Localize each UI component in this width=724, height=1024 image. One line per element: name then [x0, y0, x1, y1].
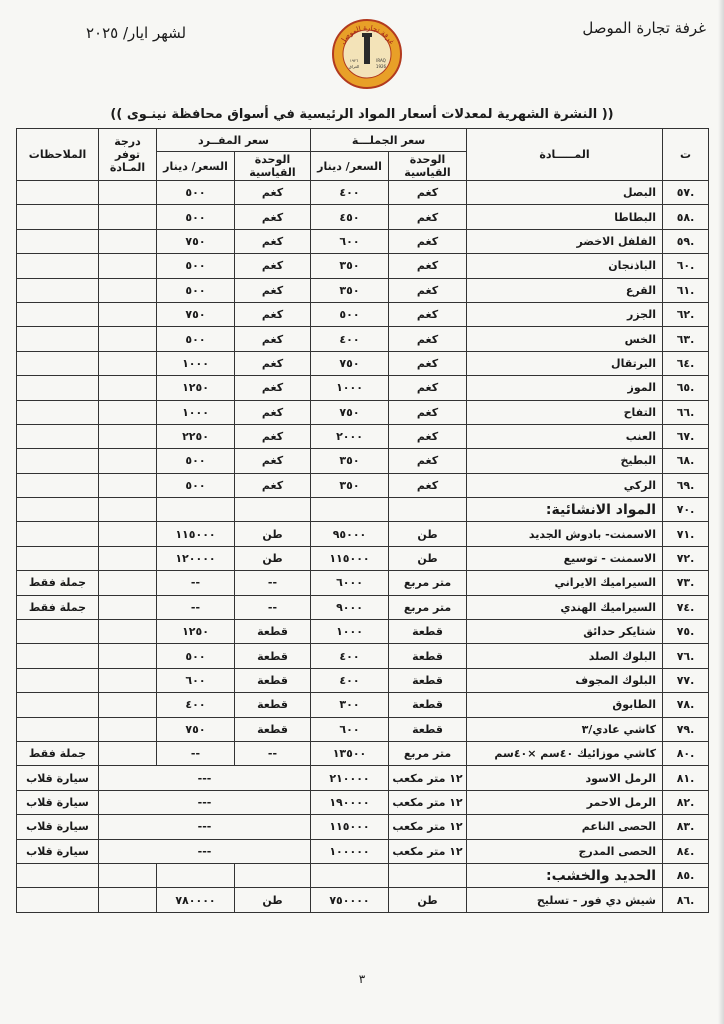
wholesale-unit: قطعة: [389, 644, 467, 668]
notes: جملة فقط: [17, 571, 99, 595]
price-table: [16, 128, 709, 913]
wholesale-price: ٦٠٠: [311, 229, 389, 253]
wholesale-unit: طن: [389, 546, 467, 570]
wholesale-price: ٣٥٠: [311, 278, 389, 302]
wholesale-unit: ١٢ متر مكعب: [389, 839, 467, 863]
empty-cell: [99, 863, 157, 887]
row-number: .٧٦: [663, 644, 709, 668]
wholesale-unit: كغم: [389, 351, 467, 375]
wholesale-unit: كغم: [389, 449, 467, 473]
empty-cell: [389, 863, 467, 887]
retail-price: ٧٥٠: [157, 229, 235, 253]
availability: [99, 424, 157, 448]
empty-cell: [311, 498, 389, 522]
item-name: الفلفل الاخضر: [467, 229, 663, 253]
wholesale-unit: كغم: [389, 254, 467, 278]
wholesale-price: ٤٠٠: [311, 181, 389, 205]
wholesale-unit: ١٢ متر مكعب: [389, 790, 467, 814]
retail-unit: طن: [235, 546, 311, 570]
table-row: [17, 254, 709, 278]
retail-unit: كغم: [235, 278, 311, 302]
table-row: [17, 815, 709, 839]
retail-price: ١٢٥٠: [157, 376, 235, 400]
availability: [99, 668, 157, 692]
wholesale-unit: كغم: [389, 400, 467, 424]
row-number: .٧١: [663, 522, 709, 546]
row-number: .٦٠: [663, 254, 709, 278]
retail-unit: طن: [235, 522, 311, 546]
table-row: [17, 473, 709, 497]
retail-price: --: [157, 741, 235, 765]
wholesale-unit: كغم: [389, 181, 467, 205]
item-name: الباذنجان: [467, 254, 663, 278]
availability: [99, 644, 157, 668]
wholesale-price: ١٩٠٠٠٠: [311, 790, 389, 814]
wholesale-unit: قطعة: [389, 717, 467, 741]
notes: [17, 254, 99, 278]
wholesale-unit: متر مربع: [389, 571, 467, 595]
availability: [99, 254, 157, 278]
report-title: (( النشرة الشهرية لمعدلات أسعار المواد الرئيسية في أسواق محافظة نينـوى )): [110, 107, 614, 122]
section-title: الحديد والخشب:: [467, 863, 663, 887]
retail-price: ١١٥٠٠٠: [157, 522, 235, 546]
wholesale-price: ٩٠٠٠: [311, 595, 389, 619]
item-name: الرمل الاحمر: [467, 790, 663, 814]
row-number: .٦٥: [663, 376, 709, 400]
retail-unit: كغم: [235, 254, 311, 278]
retail-unit: --: [235, 595, 311, 619]
retail-merged: ---: [99, 766, 311, 790]
retail-unit: قطعة: [235, 644, 311, 668]
item-name: شتايكر حدائق: [467, 620, 663, 644]
notes: [17, 449, 99, 473]
wholesale-price: ٢١٠٠٠٠: [311, 766, 389, 790]
item-name: السيراميك الهندي: [467, 595, 663, 619]
retail-unit: كغم: [235, 376, 311, 400]
availability: [99, 278, 157, 302]
availability: [99, 522, 157, 546]
retail-price: --: [157, 571, 235, 595]
notes: [17, 376, 99, 400]
retail-price: ٥٠٠: [157, 449, 235, 473]
logo-year-hijri: ١٩٢٦: [349, 58, 359, 63]
retail-price: ٧٨٠٠٠٠: [157, 888, 235, 912]
wholesale-price: ٣٥٠: [311, 449, 389, 473]
item-name: الطابوق: [467, 693, 663, 717]
notes: [17, 668, 99, 692]
item-name: البرتقال: [467, 351, 663, 375]
table-row: [17, 766, 709, 790]
header-availability: درجة توفر المـادة: [99, 129, 157, 181]
item-name: التفاح: [467, 400, 663, 424]
report-month: لشهر ايار/ ٢٠٢٥: [86, 24, 187, 42]
table-row: [17, 400, 709, 424]
retail-unit: طن: [235, 888, 311, 912]
availability: [99, 546, 157, 570]
retail-price: ٥٠٠: [157, 327, 235, 351]
table-row: [17, 376, 709, 400]
empty-cell: [235, 498, 311, 522]
retail-unit: كغم: [235, 351, 311, 375]
row-number: .٦٤: [663, 351, 709, 375]
retail-price: ١٠٠٠: [157, 400, 235, 424]
table-row: [17, 839, 709, 863]
item-name: الموز: [467, 376, 663, 400]
wholesale-unit: ١٢ متر مكعب: [389, 815, 467, 839]
row-number: .٦٣: [663, 327, 709, 351]
wholesale-unit: قطعة: [389, 620, 467, 644]
logo-year: 1926: [375, 64, 387, 69]
notes: [17, 181, 99, 205]
wholesale-price: ٢٠٠٠: [311, 424, 389, 448]
wholesale-price: ١١٥٠٠٠: [311, 546, 389, 570]
row-number: .٧٣: [663, 571, 709, 595]
table-row: [17, 888, 709, 912]
item-name: كاشي موزائيك ٤٠سم ×٤٠سم: [467, 741, 663, 765]
item-name: البلوك المجوف: [467, 668, 663, 692]
notes: [17, 522, 99, 546]
header-retail-price: السعر/ دينار: [157, 152, 235, 181]
item-name: شيش دي فور - تسليح: [467, 888, 663, 912]
notes: جملة فقط: [17, 741, 99, 765]
table-row: [17, 546, 709, 570]
wholesale-price: ٩٥٠٠٠: [311, 522, 389, 546]
retail-unit: كغم: [235, 302, 311, 326]
notes: [17, 278, 99, 302]
retail-price: ٤٠٠: [157, 693, 235, 717]
notes: جملة فقط: [17, 595, 99, 619]
notes: [17, 644, 99, 668]
header-wholesale-unit: الوحدة القياسية: [389, 152, 467, 181]
availability: [99, 302, 157, 326]
row-number: .٧٥: [663, 620, 709, 644]
item-name: الجزر: [467, 302, 663, 326]
availability: [99, 351, 157, 375]
item-name: كاشي عادي/٣: [467, 717, 663, 741]
row-number: .٨٣: [663, 815, 709, 839]
row-number: .٦٩: [663, 473, 709, 497]
retail-merged: ---: [99, 790, 311, 814]
notes: [17, 229, 99, 253]
retail-price: ٧٥٠: [157, 717, 235, 741]
retail-price: ٢٢٥٠: [157, 424, 235, 448]
wholesale-unit: طن: [389, 522, 467, 546]
table-row: [17, 741, 709, 765]
retail-price: ٥٠٠: [157, 181, 235, 205]
wholesale-price: ٤٠٠: [311, 327, 389, 351]
item-name: البطاطا: [467, 205, 663, 229]
availability: [99, 717, 157, 741]
retail-unit: كغم: [235, 229, 311, 253]
notes: [17, 620, 99, 644]
availability: [99, 229, 157, 253]
row-number: .٨٦: [663, 888, 709, 912]
wholesale-price: ١١٥٠٠٠: [311, 815, 389, 839]
availability: [99, 449, 157, 473]
wholesale-price: ٧٥٠٠٠٠: [311, 888, 389, 912]
table-row: [17, 571, 709, 595]
row-number: .٨٤: [663, 839, 709, 863]
notes: [17, 546, 99, 570]
header-no: ت: [663, 129, 709, 181]
item-name: الحصى المدرج: [467, 839, 663, 863]
availability: [99, 181, 157, 205]
wholesale-price: ٤٠٠: [311, 668, 389, 692]
wholesale-unit: كغم: [389, 302, 467, 326]
wholesale-unit: ١٢ متر مكعب: [389, 766, 467, 790]
notes: سيارة قلاب: [17, 815, 99, 839]
empty-cell: [389, 498, 467, 522]
availability: [99, 400, 157, 424]
wholesale-unit: كغم: [389, 424, 467, 448]
item-name: العنب: [467, 424, 663, 448]
availability: [99, 327, 157, 351]
notes: [17, 693, 99, 717]
notes: [17, 473, 99, 497]
row-number: .٨٠: [663, 741, 709, 765]
wholesale-price: ٦٠٠: [311, 717, 389, 741]
wholesale-unit: متر مربع: [389, 595, 467, 619]
row-number: .٦٧: [663, 424, 709, 448]
retail-merged: ---: [99, 839, 311, 863]
retail-price: ١٠٠٠: [157, 351, 235, 375]
retail-unit: كغم: [235, 181, 311, 205]
wholesale-unit: قطعة: [389, 668, 467, 692]
empty-cell: [17, 498, 99, 522]
wholesale-unit: كغم: [389, 205, 467, 229]
retail-unit: كغم: [235, 449, 311, 473]
retail-price: ٥٠٠: [157, 473, 235, 497]
item-name: الخس: [467, 327, 663, 351]
price-table-body: [17, 181, 709, 913]
wholesale-unit: كغم: [389, 327, 467, 351]
item-name: البصل: [467, 181, 663, 205]
table-row: [17, 302, 709, 326]
row-number: .٦١: [663, 278, 709, 302]
item-name: الاسمنت- بادوش الجديد: [467, 522, 663, 546]
row-number: .٥٩: [663, 229, 709, 253]
header-item: المـــــادة: [467, 129, 663, 181]
wholesale-price: ١٠٠٠: [311, 620, 389, 644]
retail-price: ٥٠٠: [157, 205, 235, 229]
notes: سيارة قلاب: [17, 790, 99, 814]
empty-cell: [235, 863, 311, 887]
table-row: [17, 717, 709, 741]
wholesale-price: ٣٥٠: [311, 254, 389, 278]
section-title: المواد الانشائية:: [467, 498, 663, 522]
retail-unit: كغم: [235, 205, 311, 229]
header-notes: الملاحظات: [17, 129, 99, 181]
availability: [99, 595, 157, 619]
row-number: .٧٧: [663, 668, 709, 692]
retail-unit: --: [235, 571, 311, 595]
item-name: الحصى الناعم: [467, 815, 663, 839]
empty-cell: [311, 863, 389, 887]
empty-cell: [17, 863, 99, 887]
retail-unit: --: [235, 741, 311, 765]
wholesale-price: ١٠٠٠: [311, 376, 389, 400]
retail-price: ١٢٠٠٠٠: [157, 546, 235, 570]
table-row: [17, 205, 709, 229]
notes: [17, 351, 99, 375]
table-row: [17, 620, 709, 644]
page-number: ٣: [358, 972, 366, 986]
retail-price: ٥٠٠: [157, 644, 235, 668]
row-number: .٦٨: [663, 449, 709, 473]
table-row: [17, 327, 709, 351]
availability: [99, 620, 157, 644]
row-number: .٥٨: [663, 205, 709, 229]
availability: [99, 693, 157, 717]
section-row: [17, 498, 709, 522]
item-name: الرمل الاسود: [467, 766, 663, 790]
notes: [17, 424, 99, 448]
wholesale-price: ٤٠٠: [311, 644, 389, 668]
retail-merged: ---: [99, 815, 311, 839]
wholesale-price: ٥٠٠: [311, 302, 389, 326]
wholesale-unit: كغم: [389, 278, 467, 302]
table-row: [17, 790, 709, 814]
wholesale-price: ٣٥٠: [311, 473, 389, 497]
page-edge: [718, 0, 724, 1024]
table-row: [17, 278, 709, 302]
table-row: [17, 522, 709, 546]
notes: [17, 888, 99, 912]
retail-price: ٧٥٠: [157, 302, 235, 326]
chamber-logo: [331, 18, 403, 90]
retail-price: --: [157, 595, 235, 619]
header-wholesale-price: السعر/ دينار: [311, 152, 389, 181]
row-number: .٧٢: [663, 546, 709, 570]
wholesale-price: ٦٠٠٠: [311, 571, 389, 595]
header-wholesale: سعر الجملـــة: [311, 129, 467, 152]
wholesale-unit: متر مربع: [389, 741, 467, 765]
row-number: .٧٠: [663, 498, 709, 522]
logo-country-ar: العراق: [348, 64, 360, 69]
row-number: .٨٥: [663, 863, 709, 887]
item-name: البلوك الصلد: [467, 644, 663, 668]
wholesale-unit: كغم: [389, 229, 467, 253]
availability: [99, 205, 157, 229]
row-number: .٧٩: [663, 717, 709, 741]
retail-unit: قطعة: [235, 717, 311, 741]
table-row: [17, 449, 709, 473]
item-name: الاسمنت - توسيع: [467, 546, 663, 570]
section-row: [17, 863, 709, 887]
wholesale-price: ٧٥٠: [311, 351, 389, 375]
header-retail: سعر المفــرد: [157, 129, 311, 152]
organization-name: غرفة تجارة الموصل: [582, 19, 706, 37]
wholesale-unit: قطعة: [389, 693, 467, 717]
table-row: [17, 693, 709, 717]
retail-unit: كغم: [235, 327, 311, 351]
item-name: الركي: [467, 473, 663, 497]
retail-unit: قطعة: [235, 693, 311, 717]
wholesale-price: ١٠٠٠٠٠: [311, 839, 389, 863]
wholesale-unit: كغم: [389, 376, 467, 400]
wholesale-price: ٣٠٠: [311, 693, 389, 717]
retail-price: ٥٠٠: [157, 254, 235, 278]
table-row: [17, 229, 709, 253]
availability: [99, 376, 157, 400]
notes: سيارة قلاب: [17, 766, 99, 790]
wholesale-unit: طن: [389, 888, 467, 912]
header-retail-unit: الوحدة القياسية: [235, 152, 311, 181]
availability: [99, 473, 157, 497]
table-row: [17, 181, 709, 205]
empty-cell: [157, 863, 235, 887]
row-number: .٨٢: [663, 790, 709, 814]
notes: سيارة قلاب: [17, 839, 99, 863]
logo-arc-text: غرفة تجارة الموصل: [338, 23, 396, 46]
wholesale-unit: كغم: [389, 473, 467, 497]
notes: [17, 205, 99, 229]
wholesale-price: ١٣٥٠٠: [311, 741, 389, 765]
notes: [17, 302, 99, 326]
retail-price: ١٢٥٠: [157, 620, 235, 644]
table-row: [17, 595, 709, 619]
logo-country-en: IRAQ: [376, 58, 386, 63]
empty-cell: [99, 498, 157, 522]
availability: [99, 571, 157, 595]
row-number: .٥٧: [663, 181, 709, 205]
item-name: السيراميك الايراني: [467, 571, 663, 595]
retail-unit: قطعة: [235, 668, 311, 692]
retail-price: ٦٠٠: [157, 668, 235, 692]
retail-price: ٥٠٠: [157, 278, 235, 302]
wholesale-price: ٧٥٠: [311, 400, 389, 424]
table-row: [17, 424, 709, 448]
availability: [99, 888, 157, 912]
notes: [17, 327, 99, 351]
item-name: القرع: [467, 278, 663, 302]
row-number: .٦٢: [663, 302, 709, 326]
retail-unit: قطعة: [235, 620, 311, 644]
table-row: [17, 644, 709, 668]
availability: [99, 741, 157, 765]
retail-unit: كغم: [235, 400, 311, 424]
wholesale-price: ٤٥٠: [311, 205, 389, 229]
retail-unit: كغم: [235, 424, 311, 448]
item-name: البطيخ: [467, 449, 663, 473]
notes: [17, 717, 99, 741]
table-row: [17, 351, 709, 375]
table-row: [17, 668, 709, 692]
notes: [17, 400, 99, 424]
row-number: .٧٨: [663, 693, 709, 717]
row-number: .٨١: [663, 766, 709, 790]
empty-cell: [157, 498, 235, 522]
row-number: .٦٦: [663, 400, 709, 424]
retail-unit: كغم: [235, 473, 311, 497]
row-number: .٧٤: [663, 595, 709, 619]
